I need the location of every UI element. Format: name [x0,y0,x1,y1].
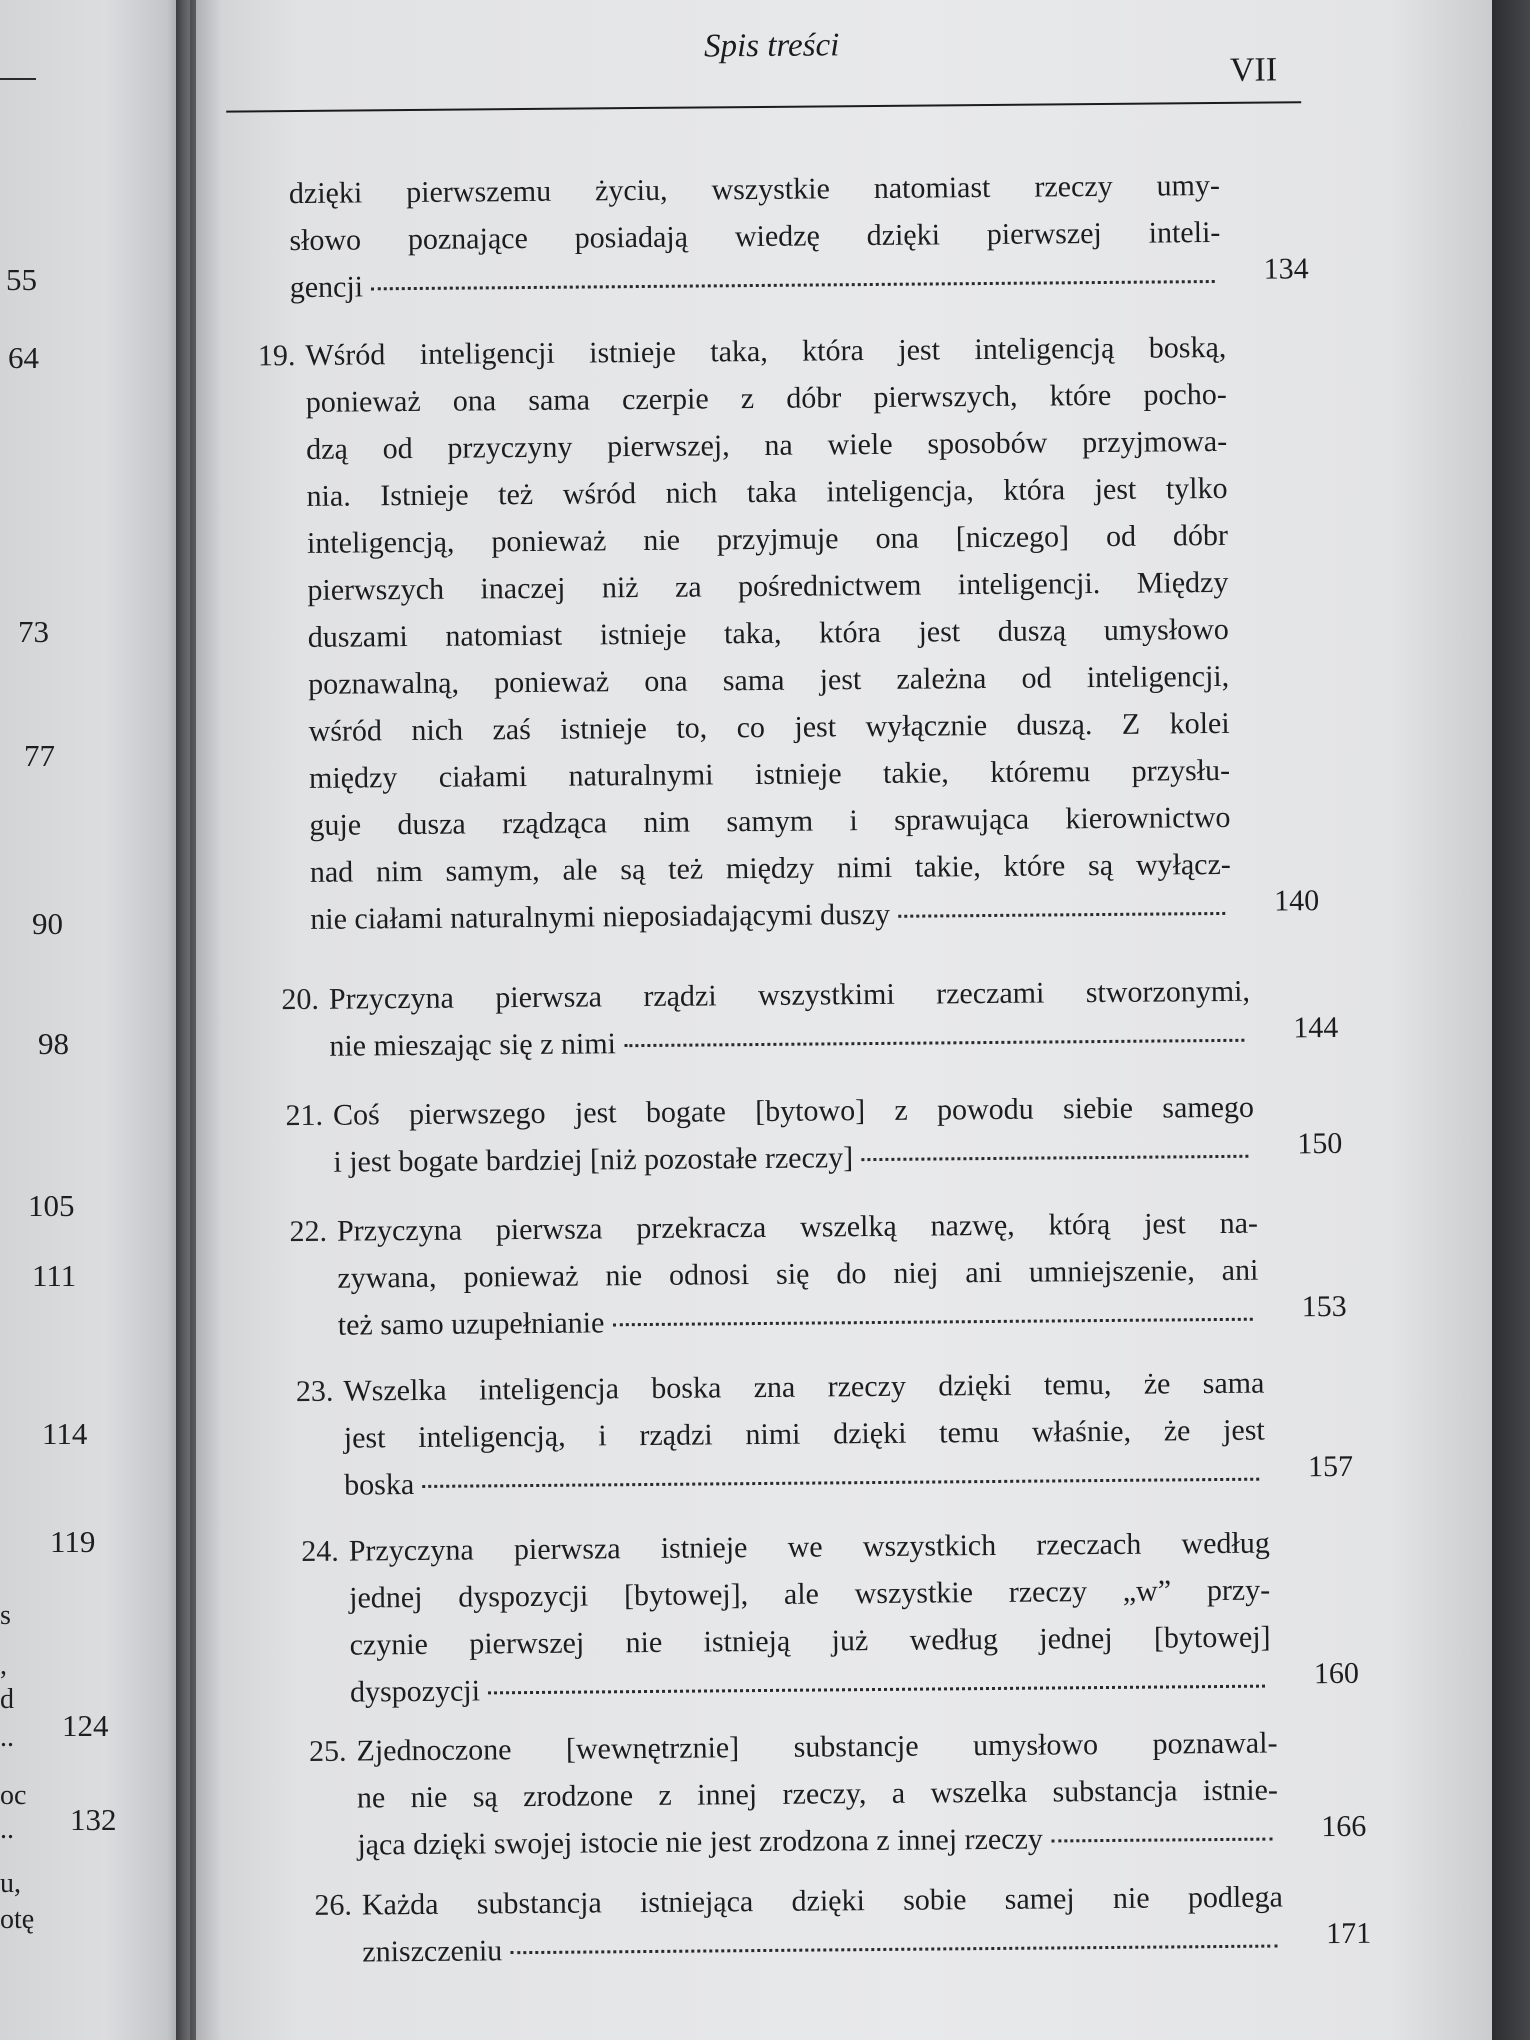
toc-entry-text [289,162,1221,311]
left-page-fragment: .. [0,1814,14,1845]
left-page-fragment: oc [0,1780,27,1811]
toc-entry-line: duszami natomiast istnieje taka, która jest duszą umysłowo [307,612,1229,654]
toc-entry-line: Wśród inteligencji istnieje taka, która jest inteligencją boską, [305,330,1227,372]
toc-entry-line: wśród nich zaś istnieje to, co jest wyłącznie duszą. Z kolei [308,706,1230,748]
running-title: Spis treści [703,27,840,65]
toc-entry-number: 22. [289,1214,328,1249]
toc-entry-text [362,1873,1284,1975]
toc-entry-line: pierwszych inaczej niż za pośrednictwem inteligencji. Między [307,565,1229,607]
toc-entry-line: Każda substancja istniejąca dzięki sobie samej nie podlega [361,1880,1283,1922]
toc-entry-line: jest inteligencją, i rządzi nimi dzięki temu właśnie, że jest [343,1413,1265,1455]
toc-entry-page: 157 [1307,1449,1354,1484]
left-page-fragment: .. [0,1722,14,1753]
toc-entry-line [310,888,1231,943]
dot-leader [488,1685,1265,1695]
left-page-number: 114 [42,1416,88,1451]
toc-entry [1,1081,1530,1179]
left-page-number: 111 [32,1258,77,1293]
toc-entry-line: nia. Istnieje też wśród nich taka inteligencja, która jest tylko [306,471,1228,513]
left-page-number: 124 [62,1708,109,1743]
toc-entry-line-text: i jest bogate bardziej [niż pozostałe rzeczy] [333,1141,854,1179]
toc-entry-page: 160 [1313,1656,1360,1691]
dot-leader [510,1945,1277,1955]
toc-entry-page: 134 [1263,252,1309,286]
left-page-number: 73 [18,614,49,649]
toc-entry-number: 26. [314,1888,353,1922]
toc-entry-page: 166 [1321,1809,1367,1844]
toc-entry-line-text: dyspozycji [349,1674,481,1709]
toc-entry-page: 150 [1297,1126,1343,1161]
toc-entry-text [337,1200,1259,1349]
left-page-number: 119 [50,1524,96,1559]
toc-entry-text [333,1084,1255,1186]
toc-entry-number: 20. [281,982,320,1017]
toc-entry-line: poznawalną, ponieważ ona sama jest zależna od inteligencji, [308,659,1230,701]
toc-entry-line-text: jąca dzięki swojej istocie nie jest zrodzona z innej rzeczy [357,1822,1044,1862]
toc-entry-page: 171 [1326,1916,1372,1951]
toc-entry-number: 25. [308,1734,347,1768]
page-number: VII [1229,51,1278,89]
left-page-fragment: s [0,1600,11,1631]
toc-entry-number: 24. [301,1534,339,1569]
toc-entry-text [356,1720,1278,1869]
toc-entry-line [290,256,1221,311]
toc-entry-text [329,968,1251,1070]
left-page-fragment: otę [0,1904,35,1935]
toc-entry-line: dzą od przyczyny pierwszej, na wiele sposobów przyjmowa- [306,424,1228,466]
toc-entry-number: 23. [295,1374,334,1409]
toc-entry-line [344,1454,1265,1509]
toc-entry-line: słowo poznające posiadają wiedzę dzięki pierwszej inteli- [289,215,1221,258]
left-page-number: 98 [38,1026,69,1061]
toc-entry-line: Coś pierwszego jest bogate [bytowo] z powodu siebie samego [332,1090,1255,1132]
toc-entry-page: 144 [1293,1010,1339,1045]
toc-entry-number: 19. [257,339,296,373]
toc-entry-line: Zjednoczone [wewnętrznie] substancje umysłowo poznawal- [356,1726,1278,1768]
toc-entry-line [333,1131,1254,1186]
toc-entry-page: 153 [1301,1289,1347,1324]
toc-entry-line: guje dusza rządząca nim samym i sprawująca kierownictwo [309,800,1231,842]
left-page-number: 132 [70,1802,117,1837]
toc-entry-text [343,1360,1265,1509]
left-page-fragment: , [0,1650,7,1681]
toc-entry-number: 21. [285,1098,324,1133]
toc-entry-line [350,1661,1271,1716]
toc-entry-line: Przyczyna pierwsza przekracza wszelką nazwę, którą jest na- [336,1206,1259,1248]
dot-leader [1051,1838,1272,1843]
toc-entry-line: ponieważ ona sama czerpie z dóbr pierwszych, które pocho- [305,377,1227,419]
dot-leader [861,1155,1248,1161]
toc-entry-line: Przyczyna pierwsza istnieje we wszystkich rzeczach według [348,1526,1270,1568]
dot-leader [624,1039,1244,1047]
toc-entry-line-text: boska [344,1468,415,1502]
toc-entry-text [305,324,1231,943]
left-page-number: 64 [8,340,39,375]
left-page-number: 55 [6,262,37,297]
toc-entry-line: dzięki pierwszemu życiu, wszystkie natomiast rzeczy umy- [288,168,1221,211]
dot-leader [612,1318,1252,1327]
left-page-number: 77 [24,738,55,773]
dot-leader [422,1478,1259,1488]
toc-entry-line-text: nie mieszając się z nimi [329,1027,617,1063]
left-page-number: 90 [32,906,63,941]
dot-leader [898,912,1225,918]
toc-entry-line: czynie pierwszej nie istnieją już według jednej [bytowej] [349,1620,1271,1662]
toc-entry-line [357,1814,1278,1869]
toc-entry-line-text: zniszczeniu [362,1934,503,1969]
left-page-fragment: u, [0,1868,21,1899]
toc-entry-line: Przyczyna pierwsza rządzi wszystkimi rzeczami stworzonymi, [328,974,1251,1016]
toc-entry-line: między ciałami naturalnymi istnieje takie, któremu przysłu- [308,753,1231,795]
toc-entry-page: 140 [1274,884,1320,918]
toc-entry-line [338,1294,1259,1349]
dot-leader [371,280,1215,290]
toc-entry-line: ne nie są zrodzone z innej rzeczy, a wszelka substancja istnie- [356,1773,1279,1815]
left-page-number: 105 [28,1188,75,1223]
header-rule [226,101,1301,112]
toc-entry-line: nad nim samym, ale są też między nimi takie, które są wyłącz- [309,847,1231,889]
toc-entry-line: Wszelka inteligencja boska zna rzeczy dzięki temu, że sama [343,1366,1265,1408]
toc-entry-line-text: nie ciałami naturalnymi nieposiadającymi duszy [310,897,891,936]
toc-entry-line-text: gencji [289,270,364,305]
toc-entry-line [329,1015,1250,1070]
toc-entry-line: zywana, ponieważ nie odnosi się do niej ani umniejszenie, ani [337,1253,1259,1295]
toc-entry-line: jednej dyspozycji [bytowej], ale wszystkie rzeczy „w” przy- [349,1573,1271,1615]
toc-entry-text [349,1520,1272,1716]
toc-entry-line [362,1920,1283,1975]
toc-entry-line-text: też samo uzupełnianie [337,1306,605,1342]
toc-entry-line: inteligencją, ponieważ nie przyjmuje ona [niczego] od dóbr [306,518,1229,560]
left-page-fragment: d [0,1684,14,1715]
